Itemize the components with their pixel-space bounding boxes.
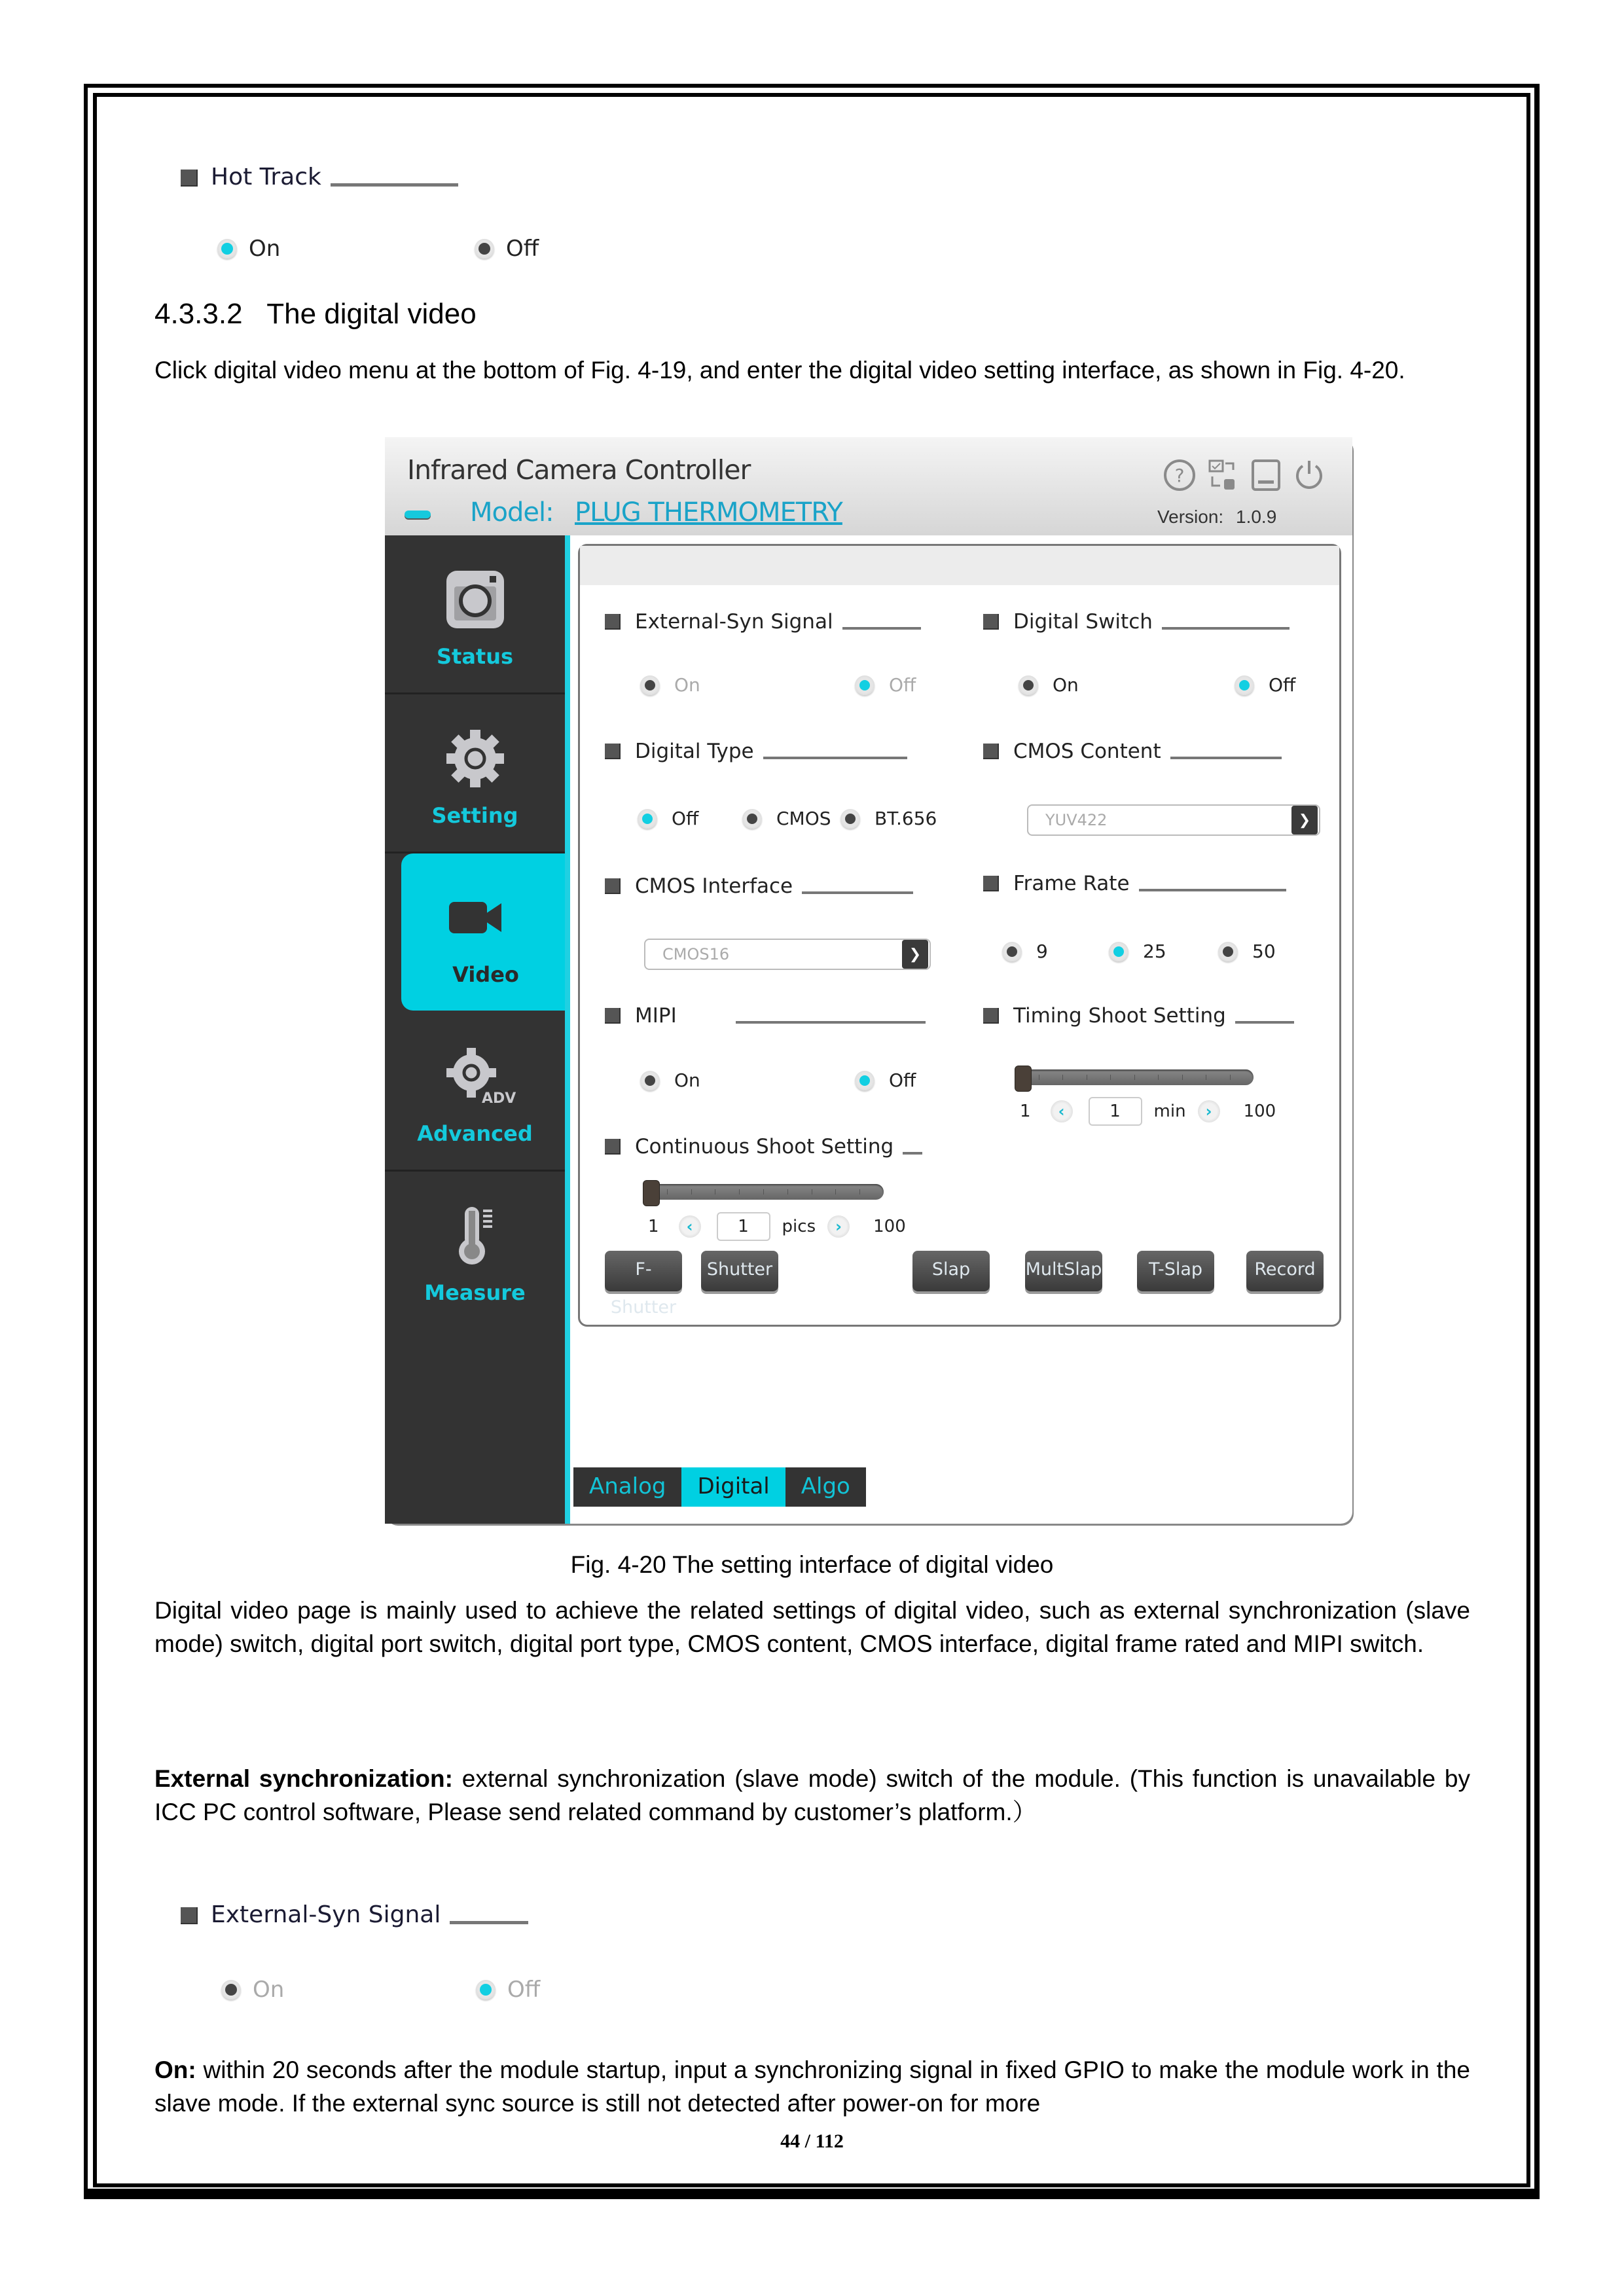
version-label: Version:	[1157, 507, 1224, 527]
header-underline	[763, 757, 907, 759]
digital-type-bt656-radio[interactable]	[840, 808, 937, 829]
radio-label: BT.656	[875, 808, 937, 829]
stepper-min-label: 1	[1020, 1102, 1031, 1121]
radio-selected-icon	[1235, 675, 1254, 695]
t-slap-button[interactable]: T-Slap	[1137, 1251, 1214, 1291]
section-square-icon	[983, 876, 999, 891]
record-button[interactable]: Record	[1246, 1251, 1324, 1291]
figure-caption: Fig. 4-20 The setting interface of digital video	[570, 1551, 1054, 1578]
slider-tick	[1182, 1075, 1183, 1080]
radio-label: Off	[1269, 674, 1296, 696]
slider-tick	[1062, 1075, 1063, 1080]
digital-type-header	[605, 740, 907, 763]
section-square-icon	[605, 1008, 621, 1024]
radio-label: On	[674, 1069, 700, 1091]
frame-rate-50-radio[interactable]	[1218, 941, 1276, 962]
bottom-external-syn-title: External-Syn Signal	[211, 1901, 441, 1928]
stepper-unit-label: pics	[782, 1217, 816, 1236]
cmos-content-header	[983, 740, 1282, 763]
cmos-interface-header	[605, 874, 913, 898]
bottom-external-syn-on-radio[interactable]	[221, 1977, 284, 2003]
header-underline	[331, 183, 458, 187]
header-underline	[1235, 1021, 1294, 1024]
slider-thumb[interactable]	[1015, 1066, 1032, 1092]
sidebar-item-label: Measure	[424, 1280, 526, 1305]
timing-shoot-title: Timing Shoot Setting	[1013, 1004, 1226, 1028]
cmos-content-title: CMOS Content	[1013, 740, 1161, 763]
frame-rate-header	[983, 872, 1286, 895]
radio-label: 9	[1036, 941, 1048, 962]
slider-tick	[835, 1189, 836, 1194]
stepper-min-label: 1	[648, 1217, 659, 1236]
section-number: 4.3.3.2	[154, 298, 243, 330]
model-indicator-icon	[405, 511, 431, 518]
hot-track-title: Hot Track	[211, 164, 321, 190]
hot-track-off-radio[interactable]	[475, 236, 539, 262]
digital-settings-panel	[578, 544, 1341, 1327]
shutter-button[interactable]: Shutter	[701, 1251, 778, 1291]
bottom-external-syn-off-radio[interactable]	[476, 1977, 540, 2003]
digital-type-cmos-radio[interactable]	[742, 808, 831, 829]
section-square-icon	[983, 744, 999, 759]
decrement-button[interactable]: ‹	[679, 1215, 701, 1238]
digital-switch-on-radio[interactable]	[1019, 674, 1079, 696]
slider-tick	[787, 1189, 788, 1194]
on-term: On:	[154, 2056, 196, 2083]
section-square-icon	[605, 1139, 621, 1155]
panel-header	[580, 546, 1339, 585]
tab-algo[interactable]: Algo	[801, 1473, 850, 1499]
page-number: 44 / 112	[780, 2130, 844, 2152]
timing-shoot-stepper	[1020, 1097, 1276, 1126]
slider-tick	[667, 1189, 668, 1194]
ext-sync-term: External synchronization:	[154, 1765, 453, 1792]
slider-thumb[interactable]	[643, 1180, 660, 1206]
continuous-shoot-stepper	[648, 1212, 906, 1241]
section-square-icon	[181, 1907, 198, 1924]
connection-icon[interactable]	[1206, 458, 1240, 492]
section-square-icon	[983, 614, 999, 630]
svg-text:ADV: ADV	[482, 1090, 516, 1107]
timing-shoot-value-input[interactable]: 1	[1089, 1097, 1142, 1126]
continuous-shoot-title: Continuous Shoot Setting	[635, 1135, 894, 1158]
hot-track-on-radio[interactable]	[217, 236, 280, 262]
mipi-on-radio[interactable]	[640, 1069, 700, 1091]
version-value: 1.0.9	[1236, 507, 1277, 527]
header-underline	[450, 1921, 528, 1924]
sidebar-accent-bar	[565, 535, 570, 1524]
mipi-off-radio[interactable]	[855, 1069, 916, 1091]
radio-label: Off	[507, 1977, 541, 2003]
digital-switch-header	[983, 610, 1290, 634]
radio-label: Off	[672, 808, 699, 829]
gear-icon	[442, 726, 508, 791]
radio-label: 50	[1252, 941, 1276, 962]
timing-shoot-slider[interactable]	[1015, 1069, 1254, 1085]
sidebar-item-label: Advanced	[417, 1121, 533, 1146]
bottom-external-syn-header	[181, 1901, 528, 1928]
sidebar-item-label: Status	[436, 644, 514, 669]
digital-switch-off-radio[interactable]	[1235, 674, 1295, 696]
radio-label: On	[1053, 674, 1079, 696]
radio-unselected-icon	[640, 675, 660, 695]
increment-button[interactable]: ›	[1198, 1100, 1220, 1122]
continuous-shoot-value-input[interactable]: 1	[717, 1212, 770, 1241]
help-icon[interactable]	[1163, 458, 1197, 492]
frame-rate-9-radio[interactable]	[1002, 941, 1048, 962]
decrement-button[interactable]: ‹	[1051, 1100, 1073, 1122]
radio-selected-icon	[855, 1071, 875, 1090]
sidebar-item-advanced[interactable]	[385, 1013, 565, 1172]
intro-paragraph: Click digital video menu at the bottom of Fig. 4-19, and enter the digital video setting interface, as shown in Fig. 4-20.	[154, 357, 1405, 384]
radio-selected-icon	[638, 809, 657, 829]
radio-unselected-icon	[640, 1071, 660, 1090]
sidebar-item-label: Setting	[431, 803, 518, 828]
advanced-gear-icon	[442, 1044, 516, 1109]
radio-unselected-icon	[1002, 942, 1022, 961]
app-window	[385, 437, 1352, 1524]
radio-label: 25	[1143, 941, 1166, 962]
video-camera-icon	[442, 885, 508, 950]
tab-digital[interactable]: Digital	[681, 1467, 785, 1507]
description-paragraph: Digital video page is mainly used to achieve the related settings of digital video, such as external synchronization (slave mode) switch, digital port switch, digital port type, CMOS content, CMOS interface, digital frame rated and MIPI switch.	[154, 1597, 1470, 1657]
external-syn-off-radio[interactable]	[855, 674, 916, 696]
frame-rate-title: Frame Rate	[1013, 872, 1130, 895]
radio-selected-icon	[1109, 942, 1128, 961]
stepper-max-label: 100	[1243, 1102, 1276, 1121]
section-square-icon	[605, 878, 621, 894]
sidebar-item-measure[interactable]	[385, 1172, 565, 1329]
header-underline	[1139, 889, 1286, 891]
header-underline	[802, 891, 913, 894]
cmos-interface-select[interactable]	[644, 939, 931, 970]
section-square-icon	[605, 614, 621, 630]
radio-unselected-icon	[1019, 675, 1038, 695]
continuous-shoot-slider[interactable]	[643, 1184, 884, 1200]
power-icon[interactable]	[1292, 458, 1326, 492]
digital-type-off-radio[interactable]	[638, 808, 698, 829]
slider-tick	[1134, 1075, 1135, 1080]
header-icons	[1163, 458, 1326, 492]
header-underline	[736, 1021, 926, 1024]
radio-unselected-icon	[1218, 942, 1238, 961]
on-paragraph	[154, 2053, 1470, 2120]
slider-tick	[1158, 1075, 1159, 1080]
ext-sync-text: external synchronization (slave mode) switch of the module. (This function is unavailable by ICC PC control software, Please send related command by customer’s platform.）	[154, 1765, 1470, 1825]
radio-label: CMOS	[776, 808, 831, 829]
header-underline	[1170, 757, 1282, 759]
sidebar-item-setting[interactable]	[385, 694, 565, 853]
header-underline	[1162, 627, 1290, 630]
mipi-title: MIPI	[635, 1004, 677, 1028]
radio-label: On	[253, 1977, 285, 2003]
ext-sync-paragraph	[154, 1762, 1470, 1829]
radio-label: On	[674, 674, 700, 696]
hot-track-header	[181, 164, 458, 190]
thermometer-icon	[442, 1203, 508, 1268]
slider-tick	[763, 1189, 764, 1194]
f-shutter-button[interactable]: F-Shutter	[605, 1251, 682, 1291]
section-square-icon	[983, 1008, 999, 1024]
slider-tick	[1230, 1075, 1231, 1080]
tab-analog[interactable]: Analog	[589, 1473, 666, 1499]
radio-selected-icon	[476, 1980, 496, 2000]
radio-unselected-icon	[742, 809, 762, 829]
slider-tick	[739, 1189, 740, 1194]
radio-unselected-icon	[475, 239, 494, 259]
radio-label: Off	[889, 1069, 916, 1091]
slap-button[interactable]: Slap	[912, 1251, 990, 1291]
cmos-interface-title: CMOS Interface	[635, 874, 793, 898]
chevron-down-icon: ❯	[1291, 806, 1318, 834]
mipi-header	[605, 1004, 926, 1028]
slider-tick	[1110, 1075, 1111, 1080]
stepper-unit-label: min	[1153, 1102, 1186, 1121]
select-value: YUV422	[1045, 811, 1108, 829]
timing-shoot-header	[983, 1004, 1294, 1028]
bottom-tabs	[573, 1467, 866, 1507]
section-title: The digital video	[266, 298, 477, 330]
sidebar	[385, 535, 565, 1524]
model-label: Model:	[470, 497, 554, 528]
section-square-icon	[181, 170, 198, 187]
select-value: CMOS16	[662, 945, 730, 963]
digital-switch-title: Digital Switch	[1013, 610, 1153, 634]
section-heading	[154, 298, 477, 331]
on-text: within 20 seconds after the module startup, input a synchronizing signal in fixed GPIO to make the module work in the slave mode. If the external sync source is still not detected after power-on for more	[154, 2056, 1470, 2117]
slider-tick	[691, 1189, 692, 1194]
external-syn-header	[605, 610, 921, 634]
radio-label: On	[249, 236, 281, 262]
app-header	[385, 437, 1352, 535]
external-syn-title: External-Syn Signal	[635, 610, 833, 634]
app-title: Infrared Camera Controller	[407, 454, 751, 486]
chevron-down-icon: ❯	[902, 940, 928, 969]
digital-type-title: Digital Type	[635, 740, 754, 763]
sidebar-item-status[interactable]	[385, 535, 565, 694]
header-underline	[842, 627, 921, 630]
camera-icon	[442, 567, 508, 632]
continuous-shoot-header	[605, 1135, 922, 1158]
increment-button[interactable]: ›	[827, 1215, 850, 1238]
sidebar-item-label: Video	[452, 962, 519, 987]
radio-label: Off	[889, 674, 916, 696]
stepper-max-label: 100	[873, 1217, 906, 1236]
radio-unselected-icon	[221, 1980, 241, 2000]
section-square-icon	[605, 744, 621, 759]
radio-label: Off	[506, 236, 539, 262]
svg-text:?: ?	[1174, 465, 1185, 486]
multslap-button[interactable]: MultSlap	[1025, 1251, 1102, 1291]
cmos-content-select[interactable]	[1027, 804, 1320, 836]
radio-selected-icon	[855, 675, 875, 695]
external-syn-on-radio[interactable]	[640, 674, 700, 696]
radio-unselected-icon	[840, 809, 860, 829]
header-underline	[903, 1152, 922, 1155]
model-value-link[interactable]: PLUG THERMOMETRY	[575, 497, 842, 528]
slider-tick	[859, 1189, 860, 1194]
sidebar-item-video[interactable]	[401, 853, 570, 1011]
radio-selected-icon	[217, 239, 237, 259]
frame-rate-25-radio[interactable]	[1109, 941, 1166, 962]
minimize-icon[interactable]	[1249, 458, 1283, 492]
